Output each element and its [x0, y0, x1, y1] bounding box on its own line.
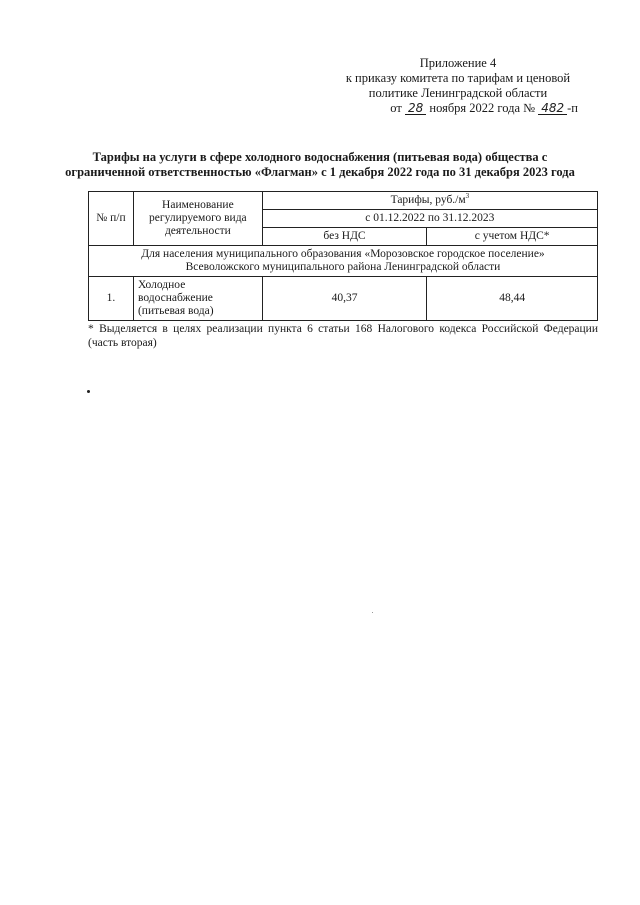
order-suffix: -п	[567, 101, 578, 115]
header-tariffs	[262, 192, 597, 210]
row-num: 1.	[89, 277, 134, 321]
tariff-table	[88, 191, 598, 321]
appendix-order-ref: к приказу комитета по тарифам и ценовой	[345, 71, 571, 85]
appendix-date-line	[338, 101, 578, 116]
date-prefix: от	[390, 101, 402, 115]
title-line-1: Тарифы на услуги в сфере холодного водоснабжения (питьевая вода) общества с	[92, 150, 548, 164]
header-tariffs-unit-sup: 3	[465, 192, 470, 201]
appendix-header	[338, 56, 578, 116]
footnote: * Выделяется в целях реализации пункта 6 статьи 168 Налогового кодекса Российской Федерации (часть вторая)	[88, 323, 598, 349]
group-label	[89, 246, 598, 277]
date-middle: ноября 2022 года №	[429, 101, 536, 115]
handwritten-day: 28	[405, 102, 426, 115]
header-activity-name: Наименование регулируемого вида деятельности	[133, 192, 262, 246]
header-tariffs-text: Тарифы, руб./м	[390, 194, 466, 206]
header-without-vat: без НДС	[262, 228, 427, 246]
header-with-vat: с учетом НДС*	[427, 228, 598, 246]
header-num: № п/п	[89, 192, 134, 246]
document-title	[60, 150, 580, 180]
group-label-line-1: Для населения муниципального образования «Морозовское городское поселение»	[141, 248, 545, 260]
scan-speck	[372, 612, 373, 613]
table-row	[89, 277, 598, 321]
group-label-line-2: Всеволожского муниципального района Ленинградской области	[185, 261, 501, 273]
header-period: с 01.12.2022 по 31.12.2023	[262, 210, 597, 228]
appendix-label: Приложение 4	[419, 56, 497, 70]
table-header-row	[89, 192, 598, 210]
row-tariff-without-vat: 40,37	[262, 277, 427, 321]
scan-dot	[87, 390, 90, 393]
appendix-committee: политике Ленинградской области	[368, 86, 548, 100]
table-group-row	[89, 246, 598, 277]
handwritten-order-number: 482	[538, 102, 567, 115]
row-activity-name: Холодное водоснабжение (питьевая вода)	[133, 277, 262, 321]
row-tariff-with-vat: 48,44	[427, 277, 598, 321]
title-line-2: ограниченной ответственностью «Флагман» с 1 декабря 2022 года по 31 декабря 2023 года	[65, 165, 575, 179]
